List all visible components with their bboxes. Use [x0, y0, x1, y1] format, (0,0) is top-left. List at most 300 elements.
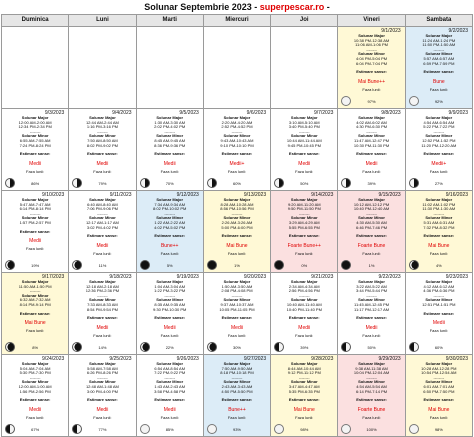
day-date: 9/26/2023 — [176, 356, 199, 362]
solunar-minor-label: Solunar Minor — [21, 215, 49, 221]
major-period: 4:54 AM-6:54 AM — [423, 119, 455, 125]
moon-phase-icon — [409, 178, 419, 188]
major-period: 3:10 AM-5:10 AM — [288, 119, 320, 125]
minor-period: 6:50 PM-7:50 PM — [423, 388, 455, 394]
moon-phase-icon — [207, 342, 217, 352]
moon-phase-icon — [5, 342, 15, 352]
major-period: 5:22 PM-7:22 PM — [423, 124, 455, 130]
empty-day-cell — [271, 27, 338, 109]
moon-phase-label: Faza lunii: — [295, 250, 314, 256]
solunar-minor-label: Solunar Minor — [88, 297, 116, 303]
day-content — [137, 109, 203, 190]
solunar-major-label: Solunar Major — [358, 361, 385, 366]
day-date: 9/13/2023 — [243, 192, 267, 198]
separator: -------- — [97, 292, 108, 298]
solunar-major-label: Solunar Major — [358, 279, 385, 284]
minor-period: 6:59 PM-7:59 PM — [423, 60, 455, 66]
day-content — [2, 273, 68, 354]
day-cell — [136, 273, 203, 355]
solunar-minor-label: Solunar Minor — [88, 133, 116, 139]
moon-phase-icon — [140, 342, 150, 352]
separator: -------- — [97, 374, 108, 380]
estimate-label: Estimare sanse: — [288, 233, 320, 239]
separator: -------- — [231, 292, 243, 298]
major-period: 12:18 AM-2:18 AM — [85, 283, 119, 289]
major-period: 2:02 PM-4:02 PM — [154, 124, 186, 130]
day-content — [204, 273, 270, 354]
week-row — [2, 27, 473, 109]
rating-value: Bune — [433, 78, 445, 85]
major-period: 3:40 PM-5:40 PM — [288, 124, 320, 130]
major-period: 1:04 AM-3:04 AM — [154, 283, 186, 289]
major-period: 2:08 PM-4:08 PM — [221, 288, 253, 294]
day-cell — [271, 355, 338, 437]
minor-period: 1:57 PM-2:57 PM — [19, 219, 51, 225]
solunar-major-label: Solunar Major — [425, 197, 453, 202]
major-period: 9:38 AM-11:38 AM — [355, 365, 388, 371]
rating-value: Medii — [29, 238, 42, 245]
major-period: 11:50 PM-1:50 AM — [422, 42, 456, 48]
moon-phase-label: Faza lunii: — [295, 168, 314, 174]
major-period: 11:24 AM-1:24 PM — [422, 37, 456, 43]
rating-value: Medii — [163, 324, 176, 331]
moon-illumination: 98% — [434, 427, 443, 433]
solunar-minor-label: Solunar Minor — [290, 297, 318, 303]
solunar-major-label: Solunar Major — [156, 115, 184, 120]
empty-day-cell — [2, 27, 69, 109]
separator: -------- — [366, 292, 377, 298]
minor-period: 8:45 AM-9:45 AM — [154, 137, 186, 143]
day-cell — [203, 273, 270, 355]
minor-period: 10:05 PM-11:05 PM — [219, 306, 255, 312]
minor-period: 4:02 PM-5:02 PM — [154, 224, 186, 230]
day-cell — [405, 355, 472, 437]
rating-value: Foarte Bune — [357, 406, 386, 413]
moon-illumination: 86% — [31, 181, 40, 187]
major-period: 2:52 PM-4:52 PM — [221, 124, 253, 130]
solunar-major-label: Solunar Major — [156, 197, 184, 202]
separator: -------- — [366, 374, 377, 380]
day-date: 9/12/2023 — [176, 192, 199, 198]
major-period: 7:50 AM-9:50 AM — [221, 365, 253, 371]
solunar-minor-label: Solunar Minor — [88, 379, 116, 385]
major-period: 12:44 AM-2:44 AM — [85, 119, 119, 125]
moon-phase-icon — [409, 424, 419, 434]
day-content — [406, 191, 472, 272]
weekday-header: Luni — [69, 15, 136, 27]
moon-illumination: 4% — [435, 263, 442, 269]
moon-phase-label: Faza lunii: — [26, 246, 45, 252]
solunar-major-label: Solunar Major — [358, 197, 385, 202]
weekday-header: Miercuri — [203, 15, 270, 27]
day-cell — [2, 191, 69, 273]
rating-value: Medii — [163, 160, 176, 167]
page-title — [0, 0, 474, 14]
rating-value: Medii+ — [431, 160, 447, 167]
day-date: 9/10/2023 — [42, 192, 65, 198]
separator: -------- — [366, 128, 377, 134]
solunar-major-label: Solunar Major — [223, 361, 251, 366]
day-cell — [405, 273, 472, 355]
major-period: 6:14 PM-8:14 PM — [19, 206, 51, 212]
minor-period: 12:51 PM-1:51 PM — [422, 301, 456, 307]
major-period: 8:18 PM-10:18 PM — [220, 370, 254, 376]
moon-illumination: 39% — [300, 345, 309, 351]
moon-phase-icon — [5, 178, 15, 188]
rating-value: Medii — [365, 160, 378, 167]
solunar-minor-label: Solunar Minor — [156, 379, 184, 385]
minor-period: 1:56 PM-2:56 PM — [19, 388, 51, 394]
empty-day-cell — [203, 27, 270, 109]
moon-illumination: 100% — [366, 427, 377, 433]
major-period: 4:02 AM-6:02 AM — [356, 119, 387, 125]
major-period: 1:30 AM-3:30 AM — [154, 119, 186, 125]
day-date: 9/28/2023 — [311, 356, 334, 362]
separator: -------- — [164, 374, 176, 380]
minor-period: 8:35 AM-9:35 AM — [154, 301, 186, 307]
moon-phase-icon — [140, 178, 150, 188]
major-period: 6:26 PM-8:26 PM — [86, 370, 118, 376]
moon-illumination: 98% — [300, 427, 309, 433]
moon-illumination: 30% — [232, 345, 241, 351]
moon-illumination: 50% — [300, 181, 309, 187]
rating-value: Medii — [432, 320, 445, 327]
estimate-label: Estimare sanse: — [221, 151, 253, 157]
major-period: 3:22 AM-5:22 AM — [356, 283, 387, 289]
day-cell — [271, 109, 338, 191]
separator: -------- — [29, 128, 41, 134]
estimate-label: Estimare sanse: — [288, 397, 320, 403]
major-period: 4:12 AM-6:12 AM — [423, 283, 455, 289]
separator: -------- — [29, 288, 41, 294]
major-period: 12:00 AM-2:00 AM — [18, 119, 52, 125]
moon-phase-icon — [207, 424, 217, 434]
day-content — [271, 273, 337, 354]
day-date: 9/18/2023 — [109, 274, 132, 280]
major-period: 1:50 AM-3:50 AM — [221, 283, 253, 289]
separator: -------- — [231, 128, 243, 134]
separator: -------- — [164, 128, 176, 134]
day-cell — [338, 109, 405, 191]
solunar-major-label: Solunar Major — [223, 197, 251, 202]
minor-period: 9:45 PM-10:45 PM — [287, 142, 321, 148]
day-content — [2, 109, 68, 190]
moon-illumination: 50% — [367, 345, 376, 351]
minor-period: 6:46 PM-7:46 PM — [355, 224, 388, 230]
minor-period: 7:50 AM-8:50 AM — [87, 137, 118, 143]
moon-illumination: 97% — [367, 99, 376, 105]
solunar-minor-label: Solunar Minor — [223, 379, 251, 385]
moon-phase-label: Faza lunii: — [93, 414, 112, 420]
major-period: 10:38 PM-12:38 AM — [353, 37, 390, 43]
rating-value: Foarte Bune++ — [287, 242, 321, 249]
solunar-minor-label: Solunar Minor — [425, 133, 453, 139]
major-period: 11:06 AM-1:06 PM — [355, 42, 388, 48]
day-cell — [271, 273, 338, 355]
estimate-label: Estimare sanse: — [154, 233, 186, 239]
solunar-major-label: Solunar Major — [425, 115, 453, 120]
moon-phase-label: Faza lunii: — [160, 250, 179, 256]
major-period: 9:50 PM-11:50 PM — [287, 206, 321, 212]
minor-period: 2:26 AM-3:26 AM — [221, 219, 253, 225]
weekday-header: Duminica — [2, 15, 69, 27]
moon-illumination: 1% — [234, 263, 240, 269]
solunar-major-label: Solunar Major — [21, 197, 49, 202]
moon-illumination: 92% — [434, 99, 443, 105]
solunar-major-label: Solunar Major — [89, 279, 116, 284]
moon-phase-label: Faza lunii: — [362, 86, 381, 92]
minor-period: 3:58 PM-4:58 PM — [154, 388, 186, 394]
weekday-header-row — [2, 15, 473, 27]
moon-phase-label: Faza lunii: — [93, 250, 112, 256]
estimate-label: Estimare sanse: — [356, 233, 387, 239]
day-content — [271, 109, 337, 190]
major-period: 1:16 PM-3:16 PM — [86, 124, 118, 130]
major-period: 12:36 PM-2:36 PM — [85, 288, 120, 294]
major-period: 5:04 AM-7:04 AM — [19, 365, 51, 371]
day-cell — [338, 273, 405, 355]
minor-period: 6:32 AM-7:32 AM — [19, 297, 51, 303]
estimate-label: Estimare sanse: — [356, 397, 387, 403]
day-content — [69, 355, 135, 436]
major-period: 7:22 PM-9:22 PM — [154, 370, 186, 376]
estimate-label: Estimare sanse: — [221, 397, 253, 403]
major-period: 4:36 PM-6:36 PM — [423, 288, 455, 294]
day-content — [271, 355, 337, 436]
estimate-label: Estimare sanse: — [19, 228, 51, 234]
rating-value: Medii — [96, 160, 109, 167]
site-link[interactable]: superpescar.ro — [259, 2, 325, 12]
moon-phase-label: Faza lunii: — [429, 250, 448, 256]
solunar-major-label: Solunar Major — [89, 361, 116, 366]
day-content — [2, 191, 68, 272]
week-row — [2, 355, 473, 437]
moon-phase-label: Faza lunii: — [26, 168, 45, 174]
separator: -------- — [97, 210, 108, 216]
minor-period: 1:43 AM-2:43 AM — [154, 383, 186, 389]
minor-period: 12:48 AM-1:48 AM — [85, 383, 119, 389]
minor-period: 8:36 PM-9:36 PM — [154, 142, 186, 148]
day-cell — [338, 355, 405, 437]
rating-value: Medii — [298, 160, 311, 167]
rating-value: Bune++ — [160, 242, 179, 249]
minor-period: 5:35 PM-6:35 PM — [288, 388, 320, 394]
solunar-major-label: Solunar Major — [21, 115, 49, 120]
major-period: 10:04 PM-12:04 AM — [353, 370, 390, 376]
estimate-label: Estimare sanse: — [423, 233, 455, 239]
solunar-major-label: Solunar Major — [156, 279, 184, 284]
weekday-header: Vineri — [338, 15, 405, 27]
estimate-label: Estimare sanse: — [423, 151, 455, 157]
minor-period: 6:14 PM-7:14 PM — [355, 388, 388, 394]
minor-period: 11:17 PM-12:17 AM — [354, 306, 390, 312]
major-period: 11:50 AM-1:50 PM — [18, 283, 52, 289]
estimate-label: Estimare sanse: — [154, 397, 186, 403]
moon-illumination: 79% — [98, 181, 107, 187]
day-date: 9/1/2023 — [381, 28, 401, 34]
minor-period: 9:30 PM-10:30 PM — [153, 306, 187, 312]
separator: -------- — [29, 374, 41, 380]
major-period: 2:34 AM-4:34 AM — [288, 283, 320, 289]
moon-phase-label: Faza lunii: — [227, 332, 247, 338]
day-content — [204, 355, 270, 436]
estimate-label: Estimare sanse: — [87, 233, 118, 239]
moon-phase-label: Faza lunii: — [160, 332, 179, 338]
separator: -------- — [433, 374, 445, 380]
major-period: 10:54 PM-12:54 AM — [421, 370, 457, 376]
solunar-major-label: Solunar Major — [290, 279, 318, 284]
moon-phase-icon — [140, 260, 150, 270]
solunar-major-label: Solunar Major — [21, 279, 49, 284]
moon-phase-label: Faza lunii: — [227, 168, 247, 174]
major-period: 5:30 PM-7:30 PM — [19, 370, 51, 376]
estimate-label: Estimare sanse: — [288, 315, 320, 321]
rating-value: Medii — [96, 242, 109, 249]
moon-phase-label: Faza lunii: — [295, 414, 314, 420]
moon-illumination: 60% — [434, 345, 443, 351]
day-cell — [203, 191, 270, 273]
solunar-major-label: Solunar Major — [223, 115, 251, 120]
day-content — [406, 109, 472, 190]
day-date: 9/5/2023 — [179, 110, 199, 116]
solunar-minor-label: Solunar Minor — [21, 292, 49, 298]
estimate-label: Estimare sanse: — [19, 397, 51, 403]
moon-phase-label: Faza lunii: — [93, 332, 112, 338]
minor-period: 10:40 AM-11:40 AM — [286, 301, 322, 307]
day-content — [69, 273, 135, 354]
major-period: 12:34 PM-2:34 PM — [18, 124, 52, 130]
solunar-minor-label: Solunar Minor — [290, 215, 318, 221]
moon-illumination: 14% — [98, 345, 107, 351]
estimate-label: Estimare sanse: — [87, 315, 118, 321]
moon-illumination: 1% — [368, 263, 375, 269]
solunar-minor-label: Solunar Minor — [156, 215, 184, 221]
major-period: 8:28 AM-10:28 AM — [220, 201, 254, 207]
day-date: 9/19/2023 — [176, 274, 199, 280]
major-period: 2:20 AM-4:20 AM — [221, 119, 253, 125]
estimate-label: Estimare sanse: — [221, 315, 253, 321]
day-date: 9/22/2023 — [378, 274, 401, 280]
separator: -------- — [164, 210, 176, 216]
major-period: 2:56 PM-4:56 PM — [288, 288, 320, 294]
day-date: 9/15/2023 — [378, 192, 401, 198]
day-content — [406, 27, 472, 108]
solunar-major-label: Solunar Major — [21, 361, 49, 366]
moon-phase-label: Faza lunii: — [26, 414, 45, 420]
solunar-major-label: Solunar Major — [425, 33, 453, 38]
estimate-label: Estimare sanse: — [154, 315, 186, 321]
rating-value: Mai Bune — [293, 406, 315, 413]
separator: -------- — [366, 210, 377, 216]
solunar-minor-label: Solunar Minor — [223, 297, 251, 303]
minor-period: 5:31 AM-6:31 AM — [423, 219, 455, 225]
minor-period: 12:17 AM-1:17 AM — [85, 219, 119, 225]
day-cell — [405, 27, 472, 109]
major-period: 1:22 PM-3:22 PM — [154, 288, 186, 294]
calendar-table — [1, 14, 473, 437]
moon-phase-label: Faza lunii: — [362, 332, 381, 338]
estimate-label: Estimare sanse: — [221, 233, 253, 239]
day-cell — [69, 109, 136, 191]
day-cell — [405, 191, 472, 273]
day-content — [338, 109, 404, 190]
moon-illumination: 70% — [165, 181, 174, 187]
rating-value: Mai Bune — [24, 320, 46, 327]
major-period: 7:34 AM-9:34 AM — [154, 201, 186, 207]
minor-period: 5:00 PM-6:00 PM — [221, 224, 253, 230]
week-row — [2, 191, 473, 273]
day-date: 9/2/2023 — [448, 28, 468, 34]
day-cell — [338, 191, 405, 273]
rating-value: Medii — [96, 324, 109, 331]
day-cell — [2, 273, 69, 355]
minor-period: 11:47 AM-12:47 PM — [354, 137, 390, 143]
major-period: 6:54 AM-8:54 AM — [154, 365, 186, 371]
minor-period: 10:44 AM-11:44 AM — [286, 137, 322, 143]
moon-phase-label: Faza lunii: — [362, 250, 381, 256]
week-row — [2, 273, 473, 355]
day-date: 9/29/2023 — [378, 356, 401, 362]
solunar-minor-label: Solunar Minor — [290, 133, 318, 139]
solunar-major-label: Solunar Major — [425, 279, 453, 284]
day-content — [271, 191, 337, 272]
minor-period: 3:00 PM-4:00 PM — [86, 388, 118, 394]
separator: -------- — [97, 128, 108, 134]
day-date: 9/21/2023 — [311, 274, 334, 280]
solunar-minor-label: Solunar Minor — [358, 51, 385, 57]
solunar-minor-label: Solunar Minor — [358, 379, 385, 385]
separator: -------- — [164, 292, 176, 298]
day-content — [2, 355, 68, 436]
day-cell — [69, 355, 136, 437]
day-cell — [69, 273, 136, 355]
major-period: 10:28 AM-12:28 PM — [421, 365, 457, 371]
moon-phase-icon — [5, 260, 15, 270]
major-period: 10:40 PM-12:40 AM — [353, 206, 390, 212]
rating-value: Medii — [298, 324, 311, 331]
minor-period: 7:32 PM-8:32 PM — [423, 224, 455, 230]
major-period: 11:02 AM-1:02 PM — [422, 201, 456, 207]
separator: -------- — [433, 46, 445, 52]
rating-value: Mai Bune — [428, 406, 450, 413]
moon-illumination: 22% — [165, 345, 174, 351]
moon-illumination: 60% — [232, 181, 241, 187]
day-date: 9/9/2023 — [448, 110, 468, 116]
separator: -------- — [231, 374, 243, 380]
day-cell — [136, 109, 203, 191]
day-date: 9/7/2023 — [313, 110, 334, 116]
separator: -------- — [298, 128, 310, 134]
separator: -------- — [433, 128, 445, 134]
minor-period: 9:37 AM-10:37 AM — [220, 301, 254, 307]
weekday-header: Joi — [271, 15, 338, 27]
solunar-major-label: Solunar Major — [223, 279, 251, 284]
solunar-minor-label: Solunar Minor — [156, 297, 184, 303]
day-content — [204, 191, 270, 272]
separator: -------- — [433, 210, 445, 216]
moon-phase-label: Faza lunii: — [362, 168, 381, 174]
day-cell — [203, 355, 270, 437]
minor-period: 7:24 PM-8:24 PM — [19, 142, 51, 148]
day-cell — [271, 191, 338, 273]
solunar-minor-label: Solunar Minor — [358, 297, 385, 303]
minor-period: 9:43 AM-10:43 AM — [220, 137, 254, 143]
moon-illumination: 93% — [232, 427, 241, 433]
estimate-label: Estimare sanse: — [154, 151, 186, 157]
rating-value: Mai Bune — [428, 242, 450, 249]
major-period: 8:56 PM-10:56 PM — [220, 206, 254, 212]
title-text: Solunar Septembrie 2023 - — [144, 2, 260, 12]
